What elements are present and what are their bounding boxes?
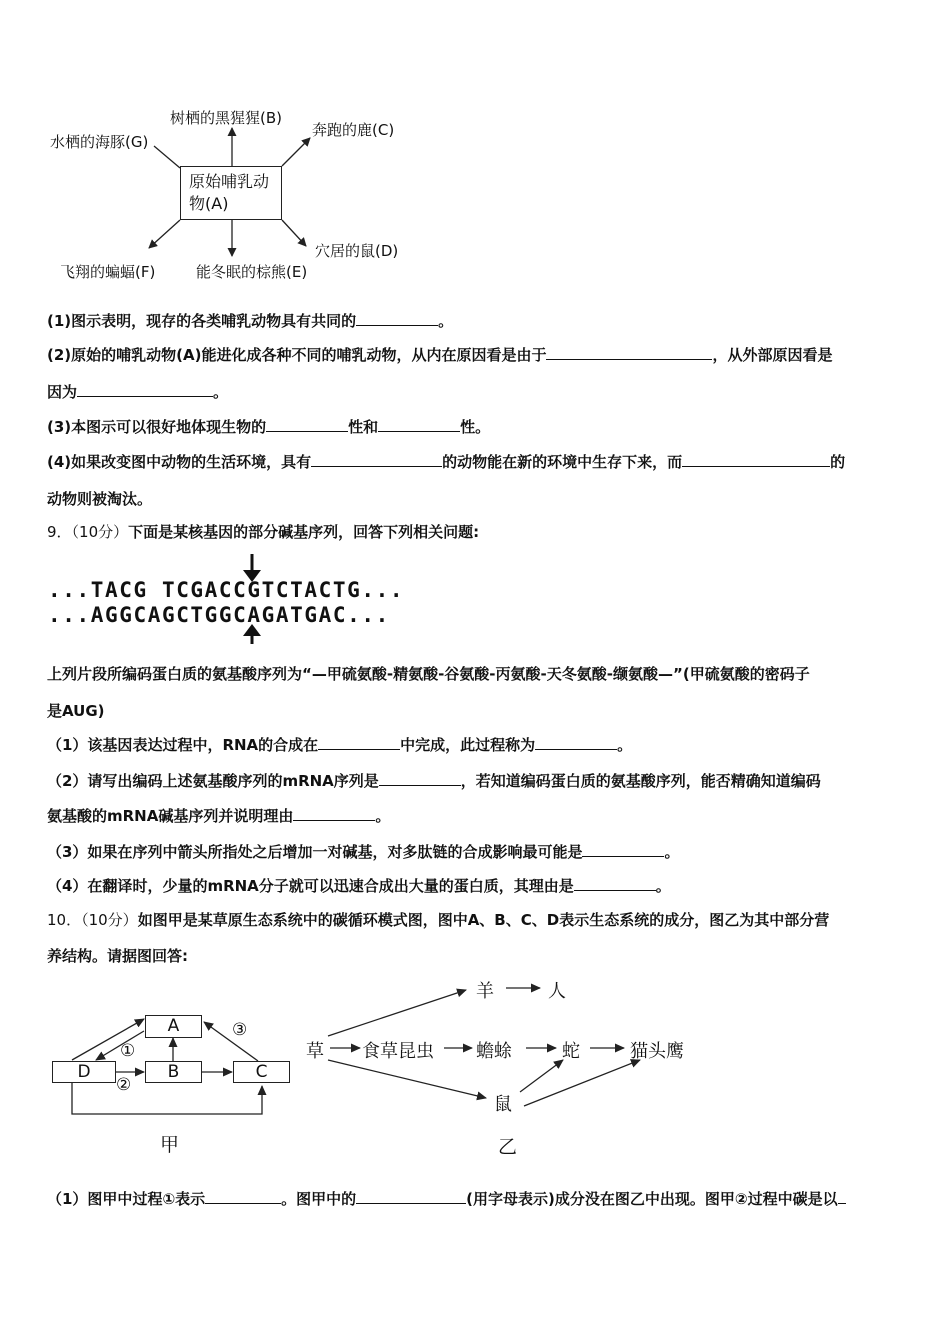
box-A: A xyxy=(145,1015,202,1038)
label-E: 能冬眠的棕熊(E) xyxy=(196,263,308,281)
label-F: 飞翔的蝙蝠(F) xyxy=(60,263,156,281)
q9-sub-2: （2）请写出编码上述氨基酸序列的mRNA序列是 ，若知道编码蛋白质的氨基酸序列，能否精确知道编码 xyxy=(47,772,821,790)
q10-title: 如图甲是某草原生态系统中的碳循环模式图，图中A、B、C、D表示生态系统的成分，图乙为其中部分营 xyxy=(137,911,830,929)
q10-blank-2[interactable] xyxy=(356,1189,466,1204)
label-B: 树栖的黑猩猩(B) xyxy=(170,109,282,127)
node-toad: 蟾蜍 xyxy=(476,1041,512,1062)
dna-strand-2: ...AGGCAGCTGGCAGATGAC... xyxy=(48,603,390,627)
label-G: 水栖的海豚(G) xyxy=(50,133,149,151)
q9-sub-4: （4）在翻译时，少量的mRNA分子就可以迅速合成出大量的蛋白质，其理由是 。 xyxy=(47,877,671,895)
q10-title-line-2: 养结构。请据图回答: xyxy=(47,947,188,965)
q10-number: 10．（10分） xyxy=(47,911,138,929)
center-line-2: 物(A) xyxy=(189,194,229,213)
caption-jia: 甲 xyxy=(160,1134,180,1156)
node-snake: 蛇 xyxy=(562,1041,580,1062)
caption-yi: 乙 xyxy=(498,1136,518,1158)
q9-number: 9．（10分） xyxy=(47,523,129,541)
q8-line-1: (1)图示表明，现存的各类哺乳动物具有共同的 。 xyxy=(47,312,454,330)
box-B: B xyxy=(145,1061,202,1083)
mark-3: ③ xyxy=(232,1020,248,1040)
dna-strand-1: ...TACG TCGACCGTCTACTG... xyxy=(48,578,405,602)
mark-1: ① xyxy=(120,1041,136,1061)
mark-2: ② xyxy=(116,1075,132,1095)
box-D: D xyxy=(52,1061,116,1083)
center-line-1: 原始哺乳动 xyxy=(189,172,270,191)
q8-line-3: 因为 。 xyxy=(47,383,229,401)
q9-sub-1: （1）该基因表达过程中，RNA的合成在 中完成，此过程称为 。 xyxy=(47,736,633,754)
node-sheep: 羊 xyxy=(476,981,494,1002)
node-human: 人 xyxy=(548,981,566,1002)
q9-para-1: 上列片段所编码蛋白质的氨基酸序列为“—甲硫氨酸-精氨酸-谷氨酸-丙氨酸-天冬氨酸-缬氨酸—”(甲硫氨酸的密码子 xyxy=(47,665,810,683)
q9-sub-2b: 氨基酸的mRNA碱基序列并说明理由 。 xyxy=(47,807,391,825)
q10-blank-1[interactable] xyxy=(205,1189,281,1204)
q9-sub-3: （3）如果在序列中箭头所指处之后增加一对碱基，对多肽链的合成影响最可能是 。 xyxy=(47,843,680,861)
q8-line-6: 动物则被淘汰。 xyxy=(47,490,153,508)
q8-line-5: (4)如果改变图中动物的生活环境，具有 的动物能在新的环境中生存下来，而 的 xyxy=(47,453,846,471)
arrow-grass-to-mouse xyxy=(328,1060,486,1098)
label-D: 穴居的鼠(D) xyxy=(315,242,399,260)
q8-line-2: (2)原始的哺乳动物(A)能进化成各种不同的哺乳动物，从内在原因看是由于 ，从外部原因看是 xyxy=(47,346,833,364)
box-C: C xyxy=(233,1061,290,1083)
q9-para-2: 是AUG) xyxy=(47,702,105,720)
q8-line-4: (3)本图示可以很好地体现生物的 性和 性。 xyxy=(47,418,491,436)
node-owl: 猫头鹰 xyxy=(630,1041,684,1062)
q10-sub-1: （1）图甲中过程①表示 。图甲中的 (用字母表示)成分没在图乙中出现。图甲②过程中碳是以 xyxy=(47,1189,846,1209)
q10-blank-3[interactable] xyxy=(838,1189,846,1204)
node-insect: 食草昆虫 xyxy=(362,1041,434,1062)
arrow-mouse-to-snake xyxy=(520,1060,563,1092)
node-grass: 草 xyxy=(306,1041,324,1062)
q9-title: 下面是某核基因的部分碱基序列，回答下列相关问题: xyxy=(128,523,480,541)
label-C: 奔跑的鹿(C) xyxy=(312,121,395,139)
node-mouse: 鼠 xyxy=(494,1094,512,1115)
arrow-grass-to-sheep xyxy=(328,990,466,1036)
arrow-mouse-to-owl xyxy=(524,1060,640,1106)
